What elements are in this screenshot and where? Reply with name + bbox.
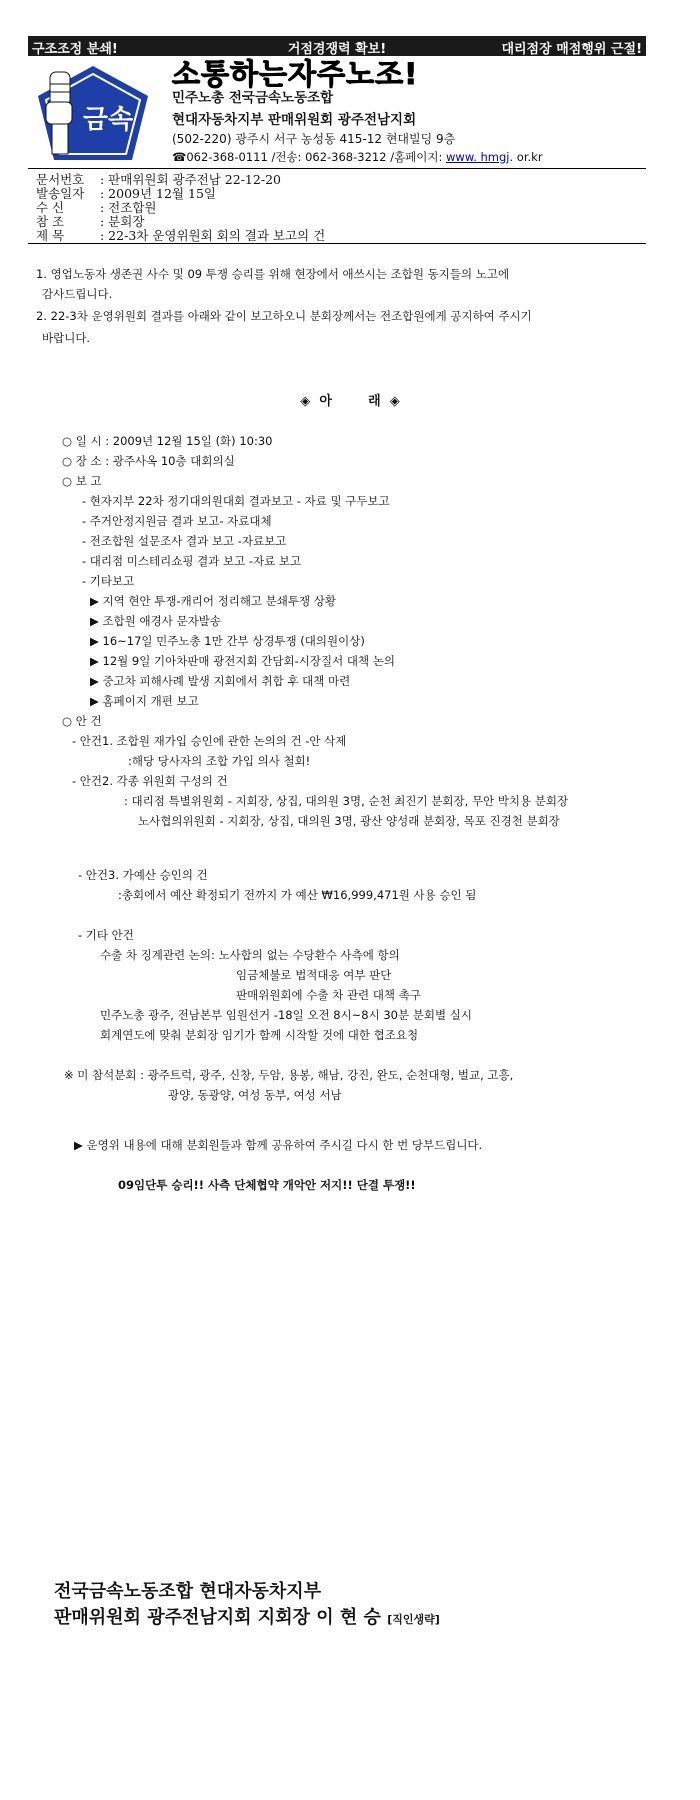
contact-prefix: ☎062-368-0111 /전송: 062-368-3212 /홈페이지: (172, 150, 447, 164)
other-report-3: ▶ 16~17일 민주노총 1만 간부 상경투쟁 (대의원이상) (90, 634, 365, 648)
signature-line-2: 판매위원회 광주전남지회 지회장 이 현 승 [직인생략] (54, 1607, 440, 1628)
item-report-header: ○ 보 고 (62, 474, 102, 488)
other-agenda-3: 회계연도에 맞춰 분회장 임기가 함께 시작할 것에 대한 협조요청 (100, 1028, 419, 1042)
meta-divider (28, 243, 646, 244)
agenda-1-note: :해당 당사자의 조합 가입 의사 철회! (128, 754, 311, 768)
header-divider (28, 168, 646, 169)
headline: 소통하는자주노조! (172, 57, 419, 91)
other-agenda-1b: 임금체불로 법적대응 여부 판단 (236, 968, 392, 982)
section-title: ◈ 아 래 ◈ (300, 394, 400, 409)
signature-line-1: 전국금속노동조합 현대자동차지부 (54, 1581, 322, 1602)
agenda-2-committee-2: 노사협의위원회 - 지회장, 상집, 대의원 3명, 광산 양성래 분회장, 목포 진경천 분회장 (138, 814, 560, 828)
meta-doc-number: 문서번호 : 판매위원회 광주전남 22-12-20 (36, 172, 281, 187)
item-agenda-header: ○ 안 건 (62, 714, 102, 728)
report-3: - 전조합원 설문조사 결과 보고 -자료보고 (82, 534, 287, 548)
intro-line-2: 감사드립니다. (42, 287, 113, 301)
slogan-middle: 거점경쟁력 확보! (287, 42, 387, 57)
meta-subject: 제 목 : 22-3차 운영위원회 회의 결과 보고의 건 (36, 228, 326, 243)
other-report-4: ▶ 12월 9일 기아차판매 광전지회 간담회-시장질서 대책 논의 (90, 654, 395, 668)
other-report-6: ▶ 홈페이지 개편 보고 (90, 694, 199, 708)
agenda-3-note: :총회에서 예산 확정되기 전까지 가 예산 ₩16,999,471원 사용 승인 됨 (118, 888, 477, 902)
seal-omitted-note: [직인생략] (387, 1613, 440, 1626)
report-4: - 대리점 미스테리쇼핑 결과 보고 -자료 보고 (82, 554, 302, 568)
item-place: ○ 장 소 : 광주사옥 10층 대회의실 (62, 454, 235, 468)
union-logo (32, 62, 154, 166)
closing-slogan: 09임단투 승리!! 사측 단체협약 개악안 저지!! 단결 투쟁!! (118, 1178, 416, 1192)
address: (502-220) 광주시 서구 농성동 415-12 현대빌딩 9층 (172, 132, 456, 146)
report-2: - 주거안정지원금 결과 보고- 자료대체 (82, 514, 272, 528)
org-name-line1: 민주노총 전국금속노동조합 (172, 90, 334, 106)
other-report-1: ▶ 지역 현안 투쟁-캐리어 정리해고 분쇄투쟁 상황 (90, 594, 336, 608)
other-agenda-2: 민주노총 광주, 전남본부 임원선거 -18일 오전 8시~8시 30분 분회별 실시 (100, 1008, 472, 1022)
org-name-line2: 현대자동차지부 판매위원회 광주전남지회 (172, 112, 417, 128)
agenda-2: - 안건2. 각종 위원회 구성의 건 (72, 774, 228, 788)
report-1: - 현자지부 22차 정기대의원대회 결과보고 - 자료 및 구두보고 (82, 494, 390, 508)
other-report-5: ▶ 중고차 피해사례 발생 지회에서 취합 후 대책 마련 (90, 674, 351, 688)
meta-reference: 참 조 : 분회장 (36, 214, 145, 229)
slogan-right: 대리점장 매점행위 근절! (501, 42, 642, 57)
other-agenda-1c: 판매위원회에 수출 차 관련 대책 촉구 (236, 988, 421, 1002)
absent-branches: ※ 미 참석분회 : 광주트럭, 광주, 신창, 두암, 용봉, 해남, 강진, 완도, 순천대형, 벌교, 고흥, (64, 1068, 514, 1082)
report-5: - 기타보고 (82, 574, 135, 588)
other-agenda-header: - 기타 안건 (78, 928, 134, 942)
contact-suffix: . or.kr (509, 150, 543, 164)
item-date: ○ 일 시 : 2009년 12월 15일 (화) 10:30 (62, 434, 273, 448)
logo-text: 금속 (82, 105, 134, 135)
meta-send-date: 발송일자 : 2009년 12월 15일 (36, 186, 216, 201)
other-agenda-1: 수출 차 징계관련 논의: 노사합의 없는 수당환수 사측에 항의 (100, 948, 400, 962)
meta-recipient: 수 신 : 전조합원 (36, 200, 157, 215)
closing-request: ▶ 운영위 내용에 대해 분회원들과 함께 공유하여 주시길 다시 한 번 당부드립니다. (74, 1138, 483, 1152)
intro-line-3: 2. 22-3차 운영위원회 결과를 아래와 같이 보고하오니 분회장께서는 전조합원에게 공지하여 주시기 (36, 309, 532, 323)
intro-line-4: 바랍니다. (42, 331, 91, 345)
homepage-link[interactable]: www. hmgj (446, 150, 510, 164)
agenda-1: - 안건1. 조합원 재가입 승인에 관한 논의의 건 -안 삭제 (72, 734, 347, 748)
agenda-3: - 안건3. 가예산 승인의 건 (78, 868, 208, 882)
intro-line-1: 1. 영업노동자 생존권 사수 및 09 투쟁 승리를 위해 현장에서 애쓰시는 조합원 동지들의 노고에 (36, 267, 510, 281)
absent-branches-cont: 광양, 동광양, 여성 동부, 여성 서남 (168, 1088, 342, 1102)
agenda-2-committee-1: : 대리점 특별위원회 - 지회장, 상집, 대의원 3명, 순천 최진기 분회장, 무안 박치용 분회장 (124, 794, 569, 808)
slogan-left: 구조조정 분쇄! (32, 42, 118, 57)
contact-line (172, 149, 543, 165)
other-report-2: ▶ 조합원 애경사 문자발송 (90, 614, 221, 628)
